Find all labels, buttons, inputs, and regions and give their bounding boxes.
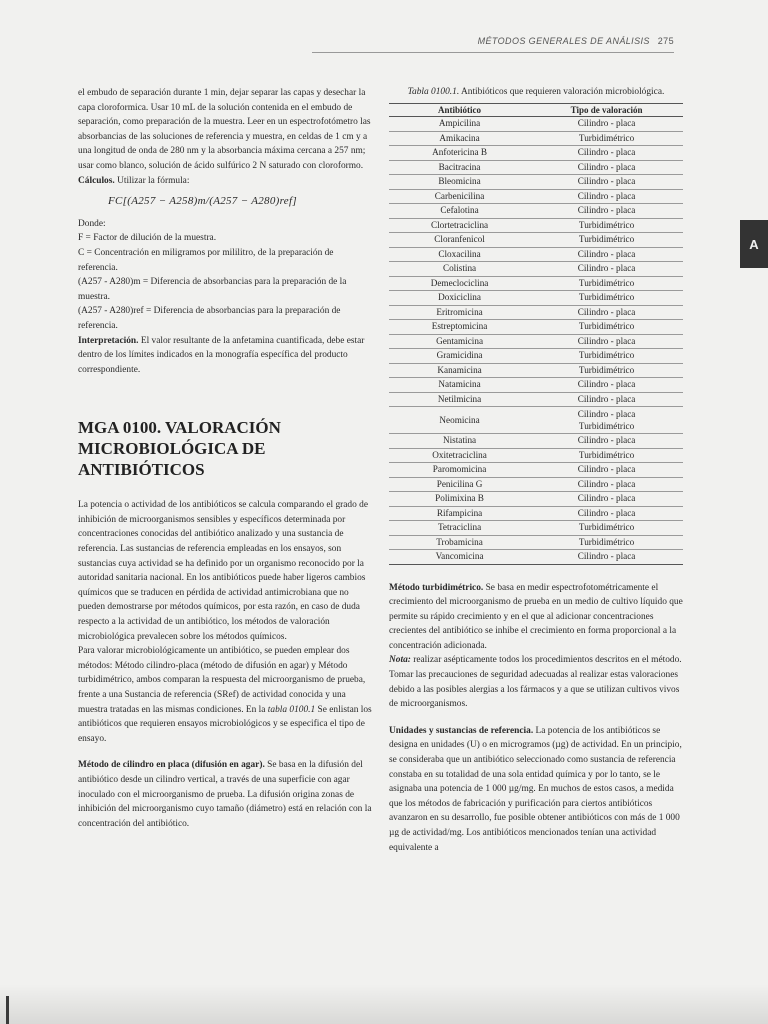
note-label: Nota: (389, 655, 411, 666)
antibiotic-cell: Clortetraciclina (389, 218, 530, 233)
assay-type-cell: Turbidimétrico (530, 233, 683, 248)
assay-type-cell: Cilindro - placa (530, 550, 683, 565)
calculations-paragraph: Cálculos. Utilizar la fórmula: (78, 175, 190, 186)
cylinder-method-paragraph: Método de cilindro en placa (difusión en agar). Se basa en la difusión del antibiótico desde un cilindro vertical, a través de una superficie con agar inoculado con el microorganismo de prueba. La difusión origina zonas de inhibición del microorganismo cuyo tamaño (diámetro) está en relación con la concentración del antibiótico. (78, 760, 372, 829)
right-column (389, 86, 683, 855)
antibiotic-cell: Demeclociclina (389, 276, 530, 291)
assay-type-cell: Turbidimétrico (530, 218, 683, 233)
assay-type-cell: Cilindro - placa (530, 160, 683, 175)
table-row (389, 189, 683, 204)
antibiotic-cell: Tetraciclina (389, 521, 530, 536)
antibiotic-cell: Amikacina (389, 131, 530, 146)
antibiotic-cell: Anfotericina B (389, 146, 530, 161)
antibiotics-table (389, 103, 683, 565)
units-paragraph: Unidades y sustancias de referencia. La potencia de los antibióticos se designa en unidades (U) o en microgramos (µg) de actividad. En un principio, se consideraba que un antibiótico seleccionado como sustancia de referencia constaba en su totalidad de una sola entidad química y por lo tanto, se le asignaba una potencia de 1 000 µg/mg. En muchos de estos casos, a medida que los métodos de fabricación y purificación para ciertos antibióticos avanzaron en su desarrollo, fue posible obtener antibióticos con más de 1 000 µg de actividad/mg. Los antibióticos mencionados tenían una actividad equivalente a (389, 725, 682, 853)
table-row (389, 477, 683, 492)
assay-type-cell (530, 407, 683, 434)
table-row (389, 233, 683, 248)
table-row (389, 262, 683, 277)
table-reference: tabla 0100.1 (267, 704, 316, 715)
table-row (389, 276, 683, 291)
assay-type-cell: Turbidimétrico (530, 320, 683, 335)
table-row (389, 334, 683, 349)
assay-type-cell: Turbidimétrico (530, 535, 683, 550)
header-assay-type: Tipo de valoración (530, 104, 683, 117)
header-antibiotic: Antibiótico (389, 104, 530, 117)
table-row (389, 363, 683, 378)
interpretation-label: Interpretación. (78, 335, 139, 346)
page-shadow (0, 984, 768, 1024)
antibiotic-cell: Trobamicina (389, 535, 530, 550)
table-row (389, 320, 683, 335)
assay-type-line: Turbidimétrico (578, 421, 635, 431)
antibiotic-cell: Vancomicina (389, 550, 530, 565)
assay-type-cell: Turbidimétrico (530, 448, 683, 463)
assay-type-cell: Turbidimétrico (530, 291, 683, 306)
table-row (389, 535, 683, 550)
assay-type-cell: Cilindro - placa (530, 506, 683, 521)
table-row (389, 492, 683, 507)
assay-type-cell: Cilindro - placa (530, 434, 683, 449)
table-row (389, 506, 683, 521)
donde-label: Donde: (78, 218, 106, 229)
antibiotic-cell: Nistatina (389, 434, 530, 449)
antibiotic-cell: Estreptomicina (389, 320, 530, 335)
antibiotic-cell: Gentamicina (389, 334, 530, 349)
antibiotic-cell: Penicilina G (389, 477, 530, 492)
assay-type-cell: Turbidimétrico (530, 363, 683, 378)
antibiotic-cell: Carbenicilina (389, 189, 530, 204)
assay-type-cell: Cilindro - placa (530, 334, 683, 349)
scan-edge-mark (6, 996, 9, 1024)
section-thumb-tab: A (740, 220, 768, 268)
table-row (389, 247, 683, 262)
table-row (389, 160, 683, 175)
units-label: Unidades y sustancias de referencia. (389, 725, 534, 736)
intro-paragraph: el embudo de separación durante 1 min, dejar separar las capas y desechar la capa cloroformica. Usar 10 mL de la solución contenida en el embudo de separación, como preparación de la muestra. Leer en un espectrofotómetro las absorbancias de las soluciones de referencia y muestra, en celdas de 1 cm y a una longitud de onda de 280 nm y la absorbancia máxima cercana a 257 nm; usar como blanco, solución de ácido sulfúrico 2 N saturado con cloroformo. (78, 88, 371, 171)
antibiotic-cell: Colistina (389, 262, 530, 277)
interpretation-paragraph: Interpretación. El valor resultante de la anfetamina cuantificada, debe estar dentro de los límites indicados en la monografía específica del producto correspondiente. (78, 335, 365, 375)
antibiotic-cell: Cloxacilina (389, 247, 530, 262)
table-row (389, 521, 683, 536)
left-column (78, 86, 374, 831)
potency-paragraph: La potencia o actividad de los antibióticos se calcula comparando el grado de inhibición de microorganismos sensibles y específicos determinada por concentraciones conocidas del antibiótico analizado y una sustancia de referencia. Las sustancias de referencia empleadas en los ensayos, son sustancias cuya actividad se ha definido por un organismo reconocido por la autoridad sanitaria nacional. En los antibióticos puede haber ligeros cambios químicos que se traducen en pérdida de actividad antimicrobiana que no pueden demostrarse por métodos químicos, por esta razón, en caso de duda respecto a la actividad de un antibiótico, los métodos de valoración microbiológica prevalecen sobre los métodos químicos. (78, 500, 368, 642)
calculations-label: Cálculos. (78, 175, 115, 186)
methods-paragraph: Para valorar microbiológicamente un antibiótico, se pueden emplear dos métodos: Método cilindro-placa (método de difusión en agar) y Método turbidimétrico, ambos comparan la respuesta del microorganismo de prueba, frente a una Sustancia de referencia (SRef) de actividad conocida y una muestra tratadas en las mismas condiciones. En la tabla 0100.1 Se enlistan los antibióticos que requieren ensayos microbiológicos y se especifica el tipo de ensayo. (78, 646, 372, 744)
assay-type-cell: Turbidimétrico (530, 276, 683, 291)
assay-type-cell: Cilindro - placa (530, 463, 683, 478)
antibiotic-cell: Doxiciclina (389, 291, 530, 306)
table-row (389, 146, 683, 161)
antibiotic-cell: Bleomicina (389, 175, 530, 190)
formula: FC[(A257 − A258)m/(A257 − A280)ref] (108, 195, 297, 208)
assay-type-cell: Cilindro - placa (530, 477, 683, 492)
table-row (389, 434, 683, 449)
table-row (389, 448, 683, 463)
antibiotic-cell: Netilmicina (389, 392, 530, 407)
definition-f: F = Factor de dilución de la muestra. (78, 233, 217, 244)
assay-type-line: Cilindro - placa (577, 409, 636, 419)
definition-reference: (A257 - A280)ref = Diferencia de absorbancias para la preparación de referencia. (78, 306, 341, 331)
definition-sample: (A257 - A280)m = Diferencia de absorbancias para la preparación de la muestra. (78, 277, 347, 302)
table-row (389, 204, 683, 219)
antibiotic-cell: Polimixina B (389, 492, 530, 507)
antibiotic-cell: Gramicidina (389, 349, 530, 364)
table-row (389, 291, 683, 306)
antibiotic-cell: Bacitracina (389, 160, 530, 175)
antibiotic-cell: Kanamicina (389, 363, 530, 378)
table-row (389, 407, 683, 434)
table-row (389, 392, 683, 407)
assay-type-cell: Cilindro - placa (530, 392, 683, 407)
antibiotic-cell: Oxitetraciclina (389, 448, 530, 463)
table-row (389, 349, 683, 364)
assay-type-cell: Cilindro - placa (530, 204, 683, 219)
page-number: 275 (657, 36, 674, 46)
assay-type-cell: Cilindro - placa (530, 305, 683, 320)
assay-type-cell: Cilindro - placa (530, 378, 683, 393)
antibiotic-cell: Cloranfenicol (389, 233, 530, 248)
table-row (389, 175, 683, 190)
antibiotic-cell: Eritromicina (389, 305, 530, 320)
definition-c: C = Concentración en miligramos por mililitro, de la preparación de referencia. (78, 247, 334, 273)
cylinder-method-label: Método de cilindro en placa (difusión en agar). (78, 760, 265, 771)
assay-type-cell: Cilindro - placa (530, 262, 683, 277)
section-title: MGA 0100. VALORACIÓN MICROBIOLÓGICA DE ANTIBIÓTICOS (78, 418, 281, 480)
note-paragraph: Nota: realizar asépticamente todos los procedimientos descritos en el método. Tomar las precauciones de seguridad adecuadas al realizar estas valoraciones debido a las posibles alergias a los fármacos y a que se utilizan cultivos vivos de microorganismos. (389, 655, 682, 710)
assay-type-cell: Cilindro - placa (530, 247, 683, 262)
table-caption: Tabla 0100.1. Antibióticos que requieren valoración microbiológica. (407, 87, 665, 97)
antibiotic-cell: Cefalotina (389, 204, 530, 219)
antibiotic-cell: Paromomicina (389, 463, 530, 478)
assay-type-cell: Cilindro - placa (530, 175, 683, 190)
antibiotic-cell: Ampicilina (389, 117, 530, 132)
table-row (389, 117, 683, 132)
assay-type-cell: Cilindro - placa (530, 492, 683, 507)
assay-type-cell: Cilindro - placa (530, 146, 683, 161)
antibiotic-cell: Neomicina (389, 407, 530, 434)
assay-type-cell: Cilindro - placa (530, 117, 683, 132)
table-row (389, 131, 683, 146)
table-row (389, 305, 683, 320)
table-row (389, 550, 683, 565)
table-row (389, 463, 683, 478)
antibiotic-cell: Rifampicina (389, 506, 530, 521)
header-title: MÉTODOS GENERALES DE ANÁLISIS (477, 36, 650, 46)
assay-type-cell: Cilindro - placa (530, 189, 683, 204)
table-row (389, 218, 683, 233)
turbidimetric-label: Método turbidimétrico. (389, 582, 484, 593)
antibiotic-cell: Natamicina (389, 378, 530, 393)
assay-type-cell: Turbidimétrico (530, 521, 683, 536)
table-row (389, 378, 683, 393)
assay-type-cell: Turbidimétrico (530, 349, 683, 364)
running-header (312, 36, 674, 53)
turbidimetric-paragraph: Método turbidimétrico. Se basa en medir espectrofotométricamente el crecimiento del microorganismo de prueba en un medio de cultivo líquido que permite su rápido crecimiento y en el que al adicionar concentraciones crecientes del antibiótico se inhibe el crecimiento en forma proporcional a la concentración adicionada. (389, 582, 683, 651)
table-header-row (389, 104, 683, 117)
assay-type-cell: Turbidimétrico (530, 131, 683, 146)
